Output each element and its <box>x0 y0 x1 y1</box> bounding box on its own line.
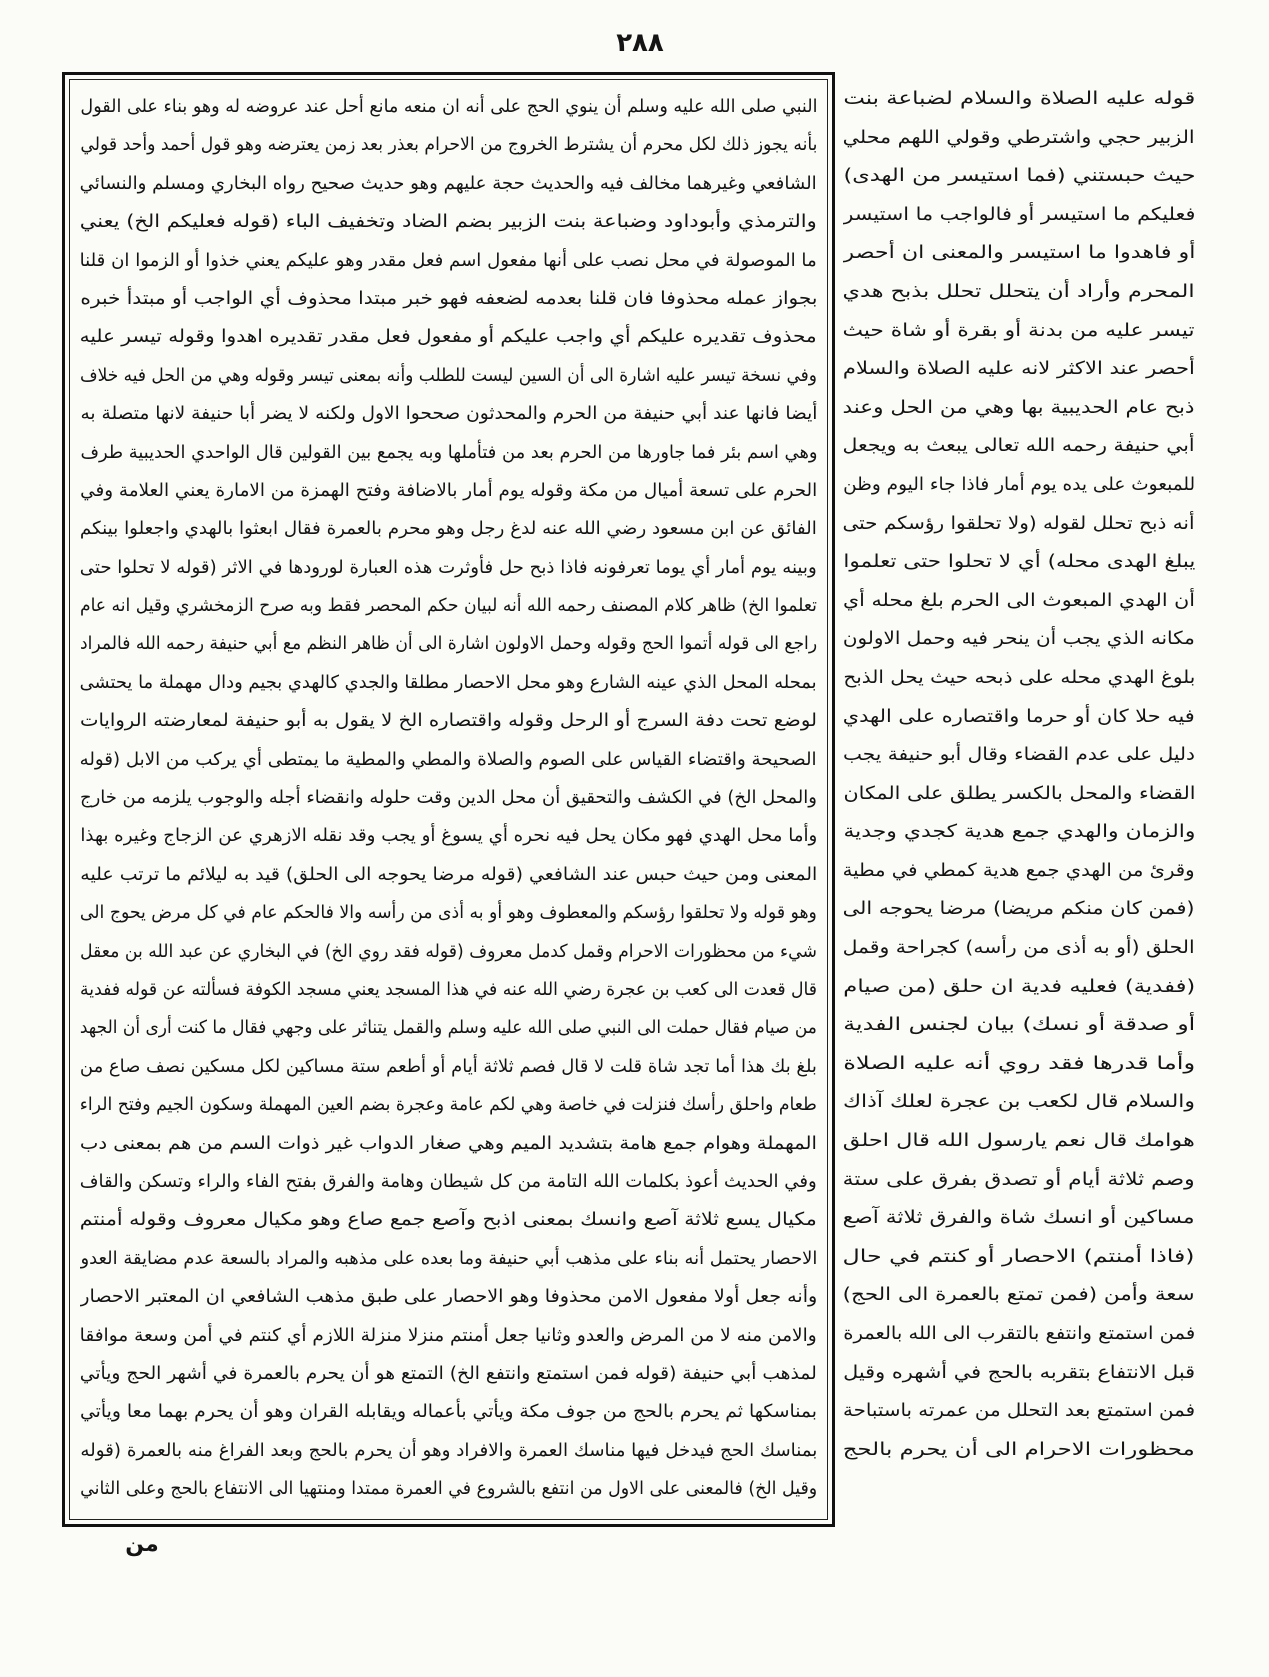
margin-text-line-text: المحرم وأراد أن يتحلل تحلل بذبح هدي <box>843 280 1195 302</box>
margin-text-line <box>843 698 1195 737</box>
page-number: ٢٨٨ <box>616 28 664 58</box>
main-text-line-text: الحرم على تسعة أميال من مكة وقوله يوم أمار بالاضافة وفتح الهمزة من الامارة يعني العلامة وفي <box>80 479 817 501</box>
main-text-line <box>80 357 817 395</box>
margin-text-line <box>843 505 1195 544</box>
main-text-line <box>80 1201 817 1239</box>
main-text-line-text: بمناسكها ثم يحرم بالحج من جوف مكة ويأتي بأعماله ويقابله القران وهو أن يحرم بهما معا ويأتي <box>80 1401 817 1423</box>
margin-text-line-text: قوله عليه الصلاة والسلام لضباعة بنت <box>843 88 1195 109</box>
margin-text-line <box>843 427 1195 466</box>
main-text-line <box>80 318 817 356</box>
margin-text-line-text: فيه حلا كان أو حرما واقتصاره على الهدي <box>843 705 1195 727</box>
main-text-line-text: المهملة وهوام جمع هامة بتشديد الميم وهي صغار الدواب غير ذوات السم من هم بمعنى دب <box>80 1132 817 1154</box>
main-text-line-text: الشافعي وغيرهما مخالف فيه والحديث حجة عليهم وهو حديث صحيح رواه البخاري ومسلم والنسائي <box>80 172 817 194</box>
main-text-line <box>80 1163 817 1201</box>
margin-text-line-text: فمن استمتع بعد التحلل من عمرته باستباحة <box>843 1400 1195 1422</box>
margin-text-line-text: فمن استمتع وانتفع بالتقرب الى الله بالعمرة <box>843 1323 1195 1344</box>
main-text-line-text: وفي نسخة تيسر عليه اشارة الى أن السين ليست للطلب وأنه بمعنى تيسر وقوله وهي من الحل فيه خلاف <box>80 364 817 386</box>
main-text-line <box>80 933 817 971</box>
margin-text-line <box>843 620 1195 659</box>
main-text-line-text: لمذهب أبي حنيفة (قوله فمن استمتع وانتفع الخ) التمتع هو أن يحرم بالعمرة في أشهر الحج ويأتي <box>80 1362 817 1384</box>
margin-text-line <box>843 968 1195 1007</box>
margin-text-line-text: الزبير حجي واشترطي وقولي اللهم محلي <box>843 126 1195 148</box>
margin-text-line-text: أن الهدي المبعوث الى الحرم بلغ محله أي <box>843 589 1195 611</box>
main-text-line-text: أيضا فانها عند أبي حنيفة من الحرم والمحدثون صححوا الاول ولكنه لا يضر أبا حنيفة لانها متصلة به <box>80 403 817 425</box>
margin-text-line-text: أبي حنيفة رحمه الله تعالى يبعث به ويجعل <box>843 435 1195 457</box>
margin-text-line <box>843 273 1195 312</box>
main-commentary-block <box>80 88 817 1508</box>
main-text-line <box>80 1009 817 1047</box>
main-text-line-text: وفي الحديث أعوذ بكلمات الله التامة من كل شيطان وهامة والفرق بفتح الفاء والراء وتسكن والقاف <box>80 1170 817 1192</box>
margin-text-line <box>843 852 1195 891</box>
main-text-line <box>80 702 817 740</box>
main-text-line <box>80 1393 817 1431</box>
margin-text-line <box>843 157 1195 196</box>
main-text-line-text: محذوف تقديره عليكم أي واجب عليكم أو مفعول فعل مقدر تقديره اهدوا وقوله تيسر عليه <box>80 326 817 348</box>
main-text-line-text: بمناسك الحج فيدخل فيها مناسك العمرة والافراد وهو أن يحرم بالحج وبعد الفراغ منه بالعمرة (قوله <box>80 1439 817 1461</box>
margin-text-line <box>843 929 1195 968</box>
margin-text-line-text: ذبح عام الحديبية بها وهي من الحل وعند <box>843 396 1195 418</box>
margin-text-line <box>843 1045 1195 1084</box>
main-text-line <box>80 625 817 663</box>
main-text-line <box>80 971 817 1009</box>
main-text-line <box>80 165 817 203</box>
margin-text-line-text: يبلغ الهدى محله) أي لا تحلوا حتى تعلموا <box>843 551 1195 573</box>
main-text-line-text: الفائق عن ابن مسعود رضي الله عنه لدغ رجل وهو محرم بالعمرة فقال ابعثوا بالهدي واجعلوا بينكم <box>80 518 817 540</box>
margin-text-line-text: أو فاهدوا ما استيسر والمعنى ان أحصر <box>843 242 1195 264</box>
margin-text-line <box>843 890 1195 929</box>
main-text-line <box>80 1278 817 1316</box>
margin-text-line-text: قبل الانتفاع بتقربه بالحج في أشهره وقيل <box>843 1361 1195 1383</box>
margin-text-line <box>843 736 1195 775</box>
margin-text-line <box>843 389 1195 428</box>
main-text-line-text: الصحيحة واقتضاء القياس على الصوم والصلاة والمطي والمطية ما يمتطى أي يركب من الابل (قوله <box>80 748 817 770</box>
margin-text-line-text: (ففدية) فعليه فدية ان حلق (من صيام <box>843 975 1195 997</box>
margin-text-line <box>843 1122 1195 1161</box>
main-text-line-text: وأما محل الهدي فهو مكان يحل فيه نحره أي يسوغ أو يجب وقد نقله الازهري عن الزجاج وغيره بهذا <box>80 825 817 847</box>
main-text-line <box>80 817 817 855</box>
margin-text-line <box>843 659 1195 698</box>
main-text-line-text: الاحصار يحتمل أنه بناء على مذهب أبي حنيفة وما بعده على مذهبه والمراد بالسعة عدم مضايقة العدو <box>80 1247 817 1269</box>
margin-text-line-text: أنه ذبح تحلل لقوله (ولا تحلقوا رؤسكم حتى <box>843 512 1195 534</box>
margin-text-line-text: وصم ثلاثة أيام أو تصدق بفرق على ستة <box>843 1168 1195 1190</box>
margin-text-line <box>843 813 1195 852</box>
main-text-line-text: وبينه يوم أمار أي يوما تعرفونه فاذا ذبح حل فأوثرت هذه العبارة لورودها في الاثر (قوله لا تحلوا حتى <box>80 556 817 578</box>
main-text-line <box>80 779 817 817</box>
margin-text-line-text: (فمن كان منكم مريضا) مرضا يحوجه الى <box>843 898 1195 920</box>
margin-text-line-text: محظورات الاحرام الى أن يحرم بالحج <box>843 1438 1195 1460</box>
main-text-line-text: والمحل الخ) في الكشف والتحقيق أن محل الدين وقت حلوله وانقضاء أجله والوجوب يلزمه من خارج <box>80 787 817 809</box>
main-text-line-text: بأنه يجوز ذلك لكل محرم أن يشترط الخروج من الاحرام بعذر بعد زمن يعترضه وهو قول أحمد وأحد قولي <box>80 134 817 156</box>
margin-text-line <box>843 1238 1195 1277</box>
margin-text-line <box>843 1083 1195 1122</box>
main-text-line <box>80 856 817 894</box>
main-text-line-text: بلغ بك هذا أما تجد شاة قلت لا قال فصم ثلاثة أيام أو أطعم ستة مساكين لكل مسكين نصف صاع من <box>80 1055 817 1077</box>
main-text-line <box>80 395 817 433</box>
margin-text-line <box>843 582 1195 621</box>
margin-text-line <box>843 775 1195 814</box>
margin-text-line-text: هوامك قال نعم يارسول الله قال احلق <box>843 1130 1195 1152</box>
margin-text-line <box>843 1199 1195 1238</box>
main-text-line <box>80 472 817 510</box>
margin-text-line <box>843 350 1195 389</box>
margin-text-line-text: سعة وأمن (فمن تمتع بالعمرة الى الحج) <box>843 1284 1195 1306</box>
main-text-line-text: وهي اسم بئر فما جاورها من الحرم بعد من فتأملها وبه يجمع بين القولين قال الواحدي الحديبية طرف <box>80 441 817 463</box>
margin-text-line <box>843 119 1195 158</box>
main-text-line <box>80 1355 817 1393</box>
main-text-line <box>80 549 817 587</box>
margin-text-line-text: للمبعوث على يده يوم أمار فاذا جاء اليوم وظن <box>843 473 1195 495</box>
margin-text-line-text: تيسر عليه من بدنة أو بقرة أو شاة حيث <box>843 319 1195 341</box>
margin-text-line-text: أحصر عند الاكثر لانه عليه الصلاة والسلام <box>843 358 1195 380</box>
main-text-line <box>80 1470 817 1508</box>
main-text-line <box>80 1125 817 1163</box>
main-text-line <box>80 88 817 126</box>
main-text-line <box>80 1317 817 1355</box>
main-text-line <box>80 203 817 241</box>
main-text-line-text: طعام واحلق رأسك فنزلت في خاصة وهي لكم عامة وعجرة بضم العين المهملة وسكون الجيم وفتح الراء <box>80 1094 817 1116</box>
main-text-line-text: وقيل الخ) فالمعنى على الاول من انتفع بالشروع في العمرة ممتدا ومنتهيا الى الانتفاع بالحج وعلى الثاني <box>80 1478 817 1500</box>
main-text-line <box>80 1240 817 1278</box>
main-text-line <box>80 587 817 625</box>
main-text-line-text: شيء من محظورات الاحرام وقمل كدمل معروف (قوله فقد روي الخ) في البخاري عن عبد الله بن معقل <box>80 940 817 962</box>
main-text-line-text: تعلموا الخ) ظاهر كلام المصنف رحمه الله أنه لبيان حكم المحصر فقط وبه صرح الزمخشري وقيل انه عام <box>80 595 817 617</box>
margin-text-line-text: والزمان والهدي جمع هدية كجدي وجدية <box>843 821 1195 843</box>
main-text-line-text: راجع الى قوله أتموا الحج وقوله وحمل الاولون اشارة الى أن ظاهر النظم مع أبي حنيفة رحمه الله فالمراد <box>80 633 817 655</box>
main-text-line <box>80 664 817 702</box>
main-text-line-text: المعنى ومن حيث حبس عند الشافعي (قوله مرضا يحوجه الى الحلق) قيد به ليلائم ما ترتب عليه <box>80 863 817 885</box>
margin-text-line <box>843 1315 1195 1354</box>
margin-text-line <box>843 1006 1195 1045</box>
margin-text-line-text: مكانه الذي يجب أن ينحر فيه وحمل الاولون <box>843 628 1195 650</box>
margin-text-block <box>843 80 1195 1469</box>
main-text-line-text: والامن منه لا من المرض والعدو وثانيا جعل أمنتم منزلا منزلة اللازم أي كنتم في أمن وسعة موافقا <box>80 1324 817 1346</box>
margin-text-line-text: وأما قدرها فقد روي أنه عليه الصلاة <box>843 1052 1195 1074</box>
main-text-line-text: مكيال يسع ثلاثة آصع وانسك بمعنى اذبح وآصع جمع صاع وهو مكيال معروف وقوله أمنتم <box>80 1209 817 1231</box>
main-text-line-text: ما الموصولة في محل نصب على أنها مفعول اسم فعل مقدر وهو عليكم يعني خذوا أو الزموا ان قلنا <box>80 249 817 271</box>
margin-text-line <box>843 312 1195 351</box>
margin-text-line-text: (فاذا أمنتم) الاحصار أو كنتم في حال <box>843 1245 1195 1267</box>
main-text-line <box>80 1432 817 1470</box>
main-text-line-text: من صيام فقال حملت الى النبي صلى الله عليه وسلم والقمل يتناثر على وجهي فقال ما كنت أرى أن الجهد <box>80 1017 817 1039</box>
margin-text-line <box>843 1392 1195 1431</box>
margin-text-line <box>843 1431 1195 1470</box>
margin-text-line <box>843 1161 1195 1200</box>
catchword: من <box>125 1532 159 1557</box>
margin-text-line <box>843 80 1195 119</box>
margin-text-line-text: أو صدقة أو نسك) بيان لجنس الفدية <box>843 1014 1195 1036</box>
main-text-line <box>80 894 817 932</box>
main-text-line <box>80 434 817 472</box>
margin-text-line <box>843 196 1195 235</box>
main-text-line <box>80 242 817 280</box>
main-text-line-text: بجواز عمله محذوفا فان قلنا بعدمه لضعفه فهو خبر مبتدا محذوف أي الواجب أو مبتدأ خبره <box>80 287 817 309</box>
main-text-line <box>80 1086 817 1124</box>
margin-text-line <box>843 1354 1195 1393</box>
main-text-line-text: قال قعدت الى كعب بن عجرة رضي الله عنه في هذا المسجد يعني مسجد الكوفة فسألته عن قوله ففدية <box>80 978 817 1000</box>
margin-text-line-text: وقرئ من الهدي جمع هدية كمطي في مطية <box>843 859 1195 881</box>
margin-text-line <box>843 543 1195 582</box>
main-text-line <box>80 741 817 779</box>
main-text-line-text: وهو قوله ولا تحلقوا رؤسكم والمعطوف وهو أو به أذى من رأسه والا فالحكم عام في كل مرض يحوج الى <box>80 902 817 924</box>
main-text-line-text: بمحله المحل الذي عينه الشارع وهو محل الاحصار مطلقا والجدي كالهدي بجيم ودال مهملة ما يحتشى <box>80 671 817 693</box>
main-text-line-text: النبي صلى الله عليه وسلم أن ينوي الحج على أنه ان منعه مانع أحل عند عروضه له وهو بناء على القول <box>80 96 817 117</box>
main-text-line <box>80 510 817 548</box>
main-text-line-text: وأنه جعل أولا مفعول الامن محذوفا وهو الاحصار على طبق مذهب الشافعي ان المعتبر الاحصار <box>80 1286 817 1308</box>
margin-text-line <box>843 466 1195 505</box>
margin-text-line <box>843 1276 1195 1315</box>
margin-text-line-text: الحلق (أو به أذى من رأسه) كجراحة وقمل <box>843 937 1195 959</box>
main-text-line <box>80 126 817 164</box>
margin-text-line-text: حيث حبستني (فما استيسر من الهدى) <box>843 165 1195 187</box>
main-text-line <box>80 1048 817 1086</box>
margin-text-line-text: القضاء والمحل بالكسر يطلق على المكان <box>843 782 1195 804</box>
margin-text-line-text: دليل على عدم القضاء وقال أبو حنيفة يجب <box>843 744 1195 766</box>
margin-text-line-text: والسلام قال لكعب بن عجرة لعلك آذاك <box>843 1091 1195 1113</box>
main-text-line-text: والترمذي وأبوداود وضباعة بنت الزبير بضم الضاد وتخفيف الباء (قوله فعليكم الخ) يعني <box>80 211 817 233</box>
margin-text-line-text: بلوغ الهدي محله على ذبحه حيث يحل الذبح <box>843 666 1195 688</box>
margin-text-line <box>843 234 1195 273</box>
margin-text-line-text: مساكين أو انسك شاة والفرق ثلاثة آصع <box>843 1207 1195 1229</box>
main-text-line <box>80 280 817 318</box>
main-text-line-text: لوضع تحت دفة السرج أو الرحل وقوله واقتصاره الخ لا يقول به أبو حنيفة لمعارضته الروايات <box>80 710 817 732</box>
margin-text-line-text: فعليكم ما استيسر أو فالواجب ما استيسر <box>843 203 1195 225</box>
